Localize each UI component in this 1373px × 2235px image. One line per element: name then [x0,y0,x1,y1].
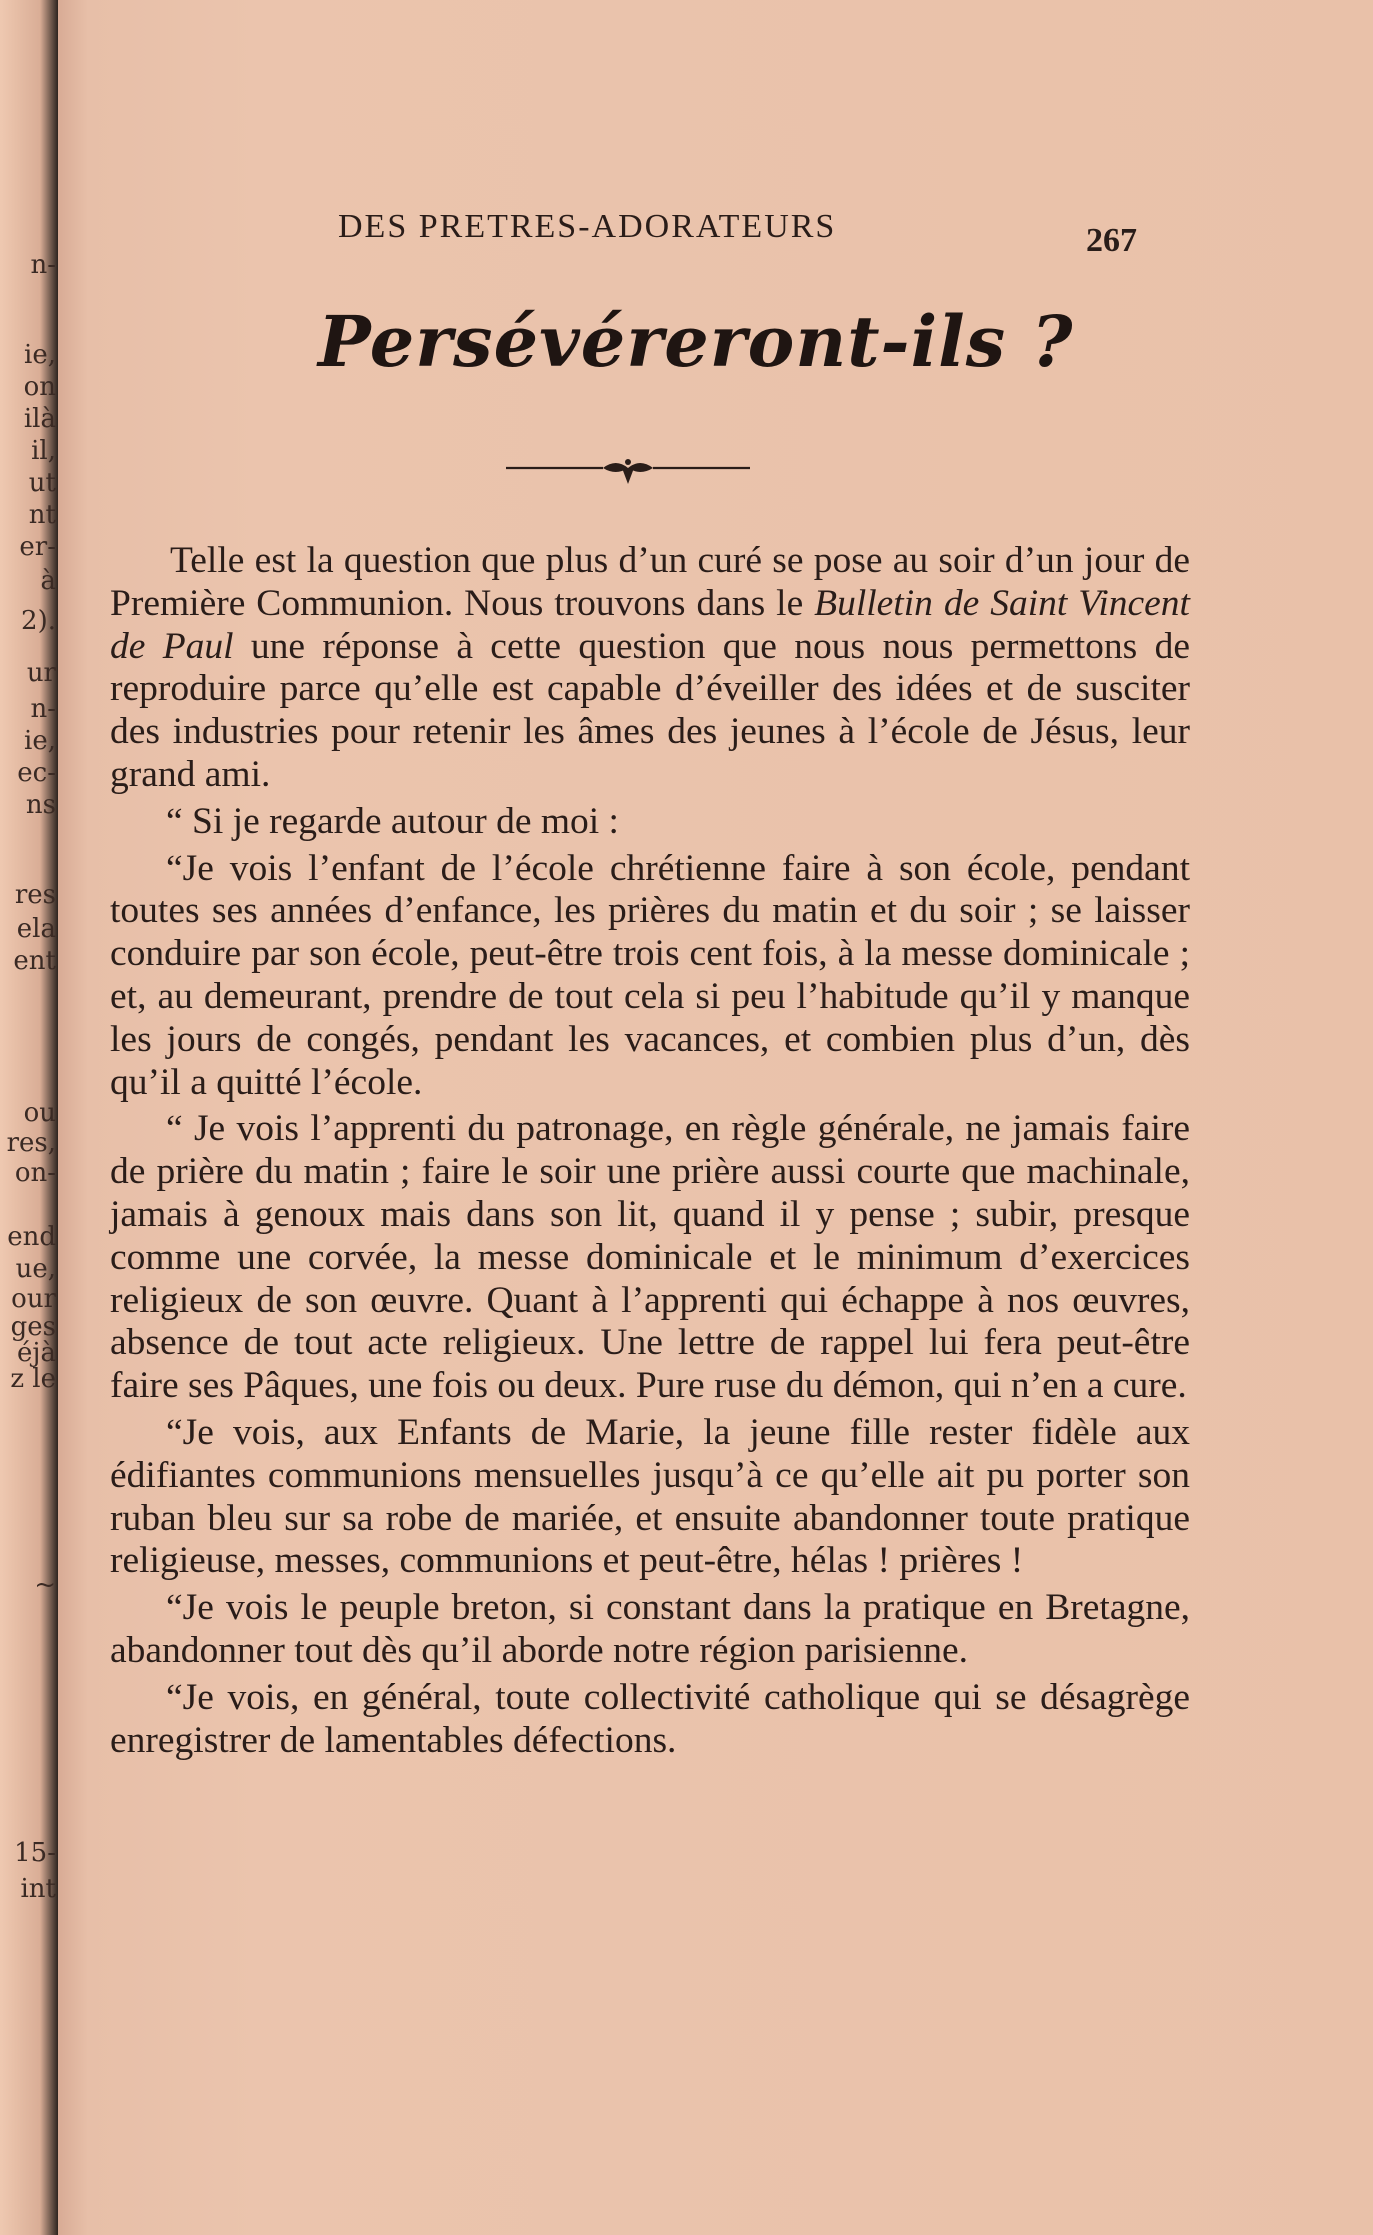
facing-page-fragment: ent [13,946,56,976]
paragraph-intro [110,540,1190,797]
facing-page-fragment: ut [28,468,56,498]
facing-page-fragment: int [20,1874,56,1904]
paragraph-quote-opening: “ Si je regarde autour de moi : [166,800,619,842]
facing-page-fragment: our [11,1284,56,1314]
facing-page-fragment: on- [14,1158,56,1188]
book-page [58,0,1373,2235]
facing-page-fragment: ec- [17,758,56,788]
facing-page-fragment: er- [19,532,56,562]
facing-page-fragment: ie, [24,726,56,756]
facing-page-fragment: 15- [14,1838,56,1868]
facing-page-fragment: z le [10,1364,56,1394]
facing-page-fragment: ilà [23,404,56,434]
facing-page-fragment: à [40,566,56,596]
facing-page-fragment: il, [31,436,56,466]
facing-page-fragment: ns [25,790,56,820]
article-title: Persévéreront-ils ? [318,300,1074,383]
facing-page-fragment: ou [23,1098,56,1128]
facing-page-fragment: res, [6,1128,56,1158]
article-body [110,540,1190,1762]
bulletin-title: Bulletin de Saint Vincent de Paul [110,582,1190,667]
paragraph-enfants-de-marie: “Je vois, aux Enfants de Marie, la jeune fille rester fidèle aux édifiantes communions mensuelles jusqu’à ce qu’elle ait pu porter son ruban bleu sur sa robe de mariée, et ensuite abandonner toute pratique religieuse, messes, communions et peut-être, hélas ! prières ! [110,1411,1190,1582]
facing-page-fragment: éjà [17,1338,56,1368]
facing-page-fragment: end [7,1222,56,1252]
facing-page-fragment: res [14,880,56,910]
ornament-divider-icon [498,450,758,490]
facing-page-fragment: ie, [24,340,56,370]
paragraph-collectivite: “Je vois, en général, toute collectivité catholique qui se désagrège enregistrer de lamentables défections. [110,1676,1190,1761]
paragraph-peuple-breton: “Je vois le peuple breton, si constant dans la pratique en Bretagne, abandonner tout dès qu’il aborde notre région parisienne. [110,1587,1190,1671]
running-head: DES PRETRES-ADORATEURS [338,208,837,245]
facing-page-fragment: ges [10,1312,56,1342]
facing-page-fragment: 2). [21,606,56,636]
facing-page-fragment: nt [28,500,56,530]
facing-page-fragment: ur [26,658,56,688]
facing-page-edge [0,0,58,2235]
facing-page-fragment: on [23,372,56,402]
paragraph-intro-text-end: une réponse à cette question que nous nous permettons de reproduire parce qu’elle est capable d’éveiller des idées et de susciter des industries pour retenir les âmes des jeunes à l’école de Jésus, leur grand ami. [110,625,1190,795]
paragraph-apprenti: “ Je vois l’apprenti du patronage, en règle générale, ne jamais faire de prière du matin ; faire le soir une prière aussi courte que machinale, jamais à genoux mais dans son lit, quand il y pense ; subir, presque comme une corvée, la messe dominicale et le minimum d’exercices religieux de son œuvre. Quant à l’apprenti qui échappe à nos œuvres, absence de tout acte religieux. Une lettre de rappel lui fera peut-être faire ses Pâques, une fois ou deux. Pure ruse du démon, qui n’en a cure. [110,1108,1190,1407]
facing-page-fragment: ela [16,914,56,944]
paragraph-ecole: “Je vois l’enfant de l’école chrétienne faire à son école, pendant toutes ses années d’enfance, les prières du matin et du soir ; se laisser conduire par son école, peut-être trois cent fois, à la messe dominicale ; et, au demeurant, prendre de tout cela si peu l’habitude qu’il y manque les jours de congés, pendant les vacances, et combien plus d’un, dès qu’il a quitté l’école. [110,847,1190,1103]
facing-page-fragment: ue, [15,1254,56,1284]
facing-page-fragment: ~ [34,1570,56,1600]
facing-page-fragment: n- [30,694,56,724]
paragraph-intro-text: Telle est la question que plus d’un curé se pose au soir d’un jour de Première Communion. Nous trouvons dans le [110,540,1190,624]
page-number: 267 [1086,222,1137,259]
facing-page-fragment: n- [30,250,56,280]
